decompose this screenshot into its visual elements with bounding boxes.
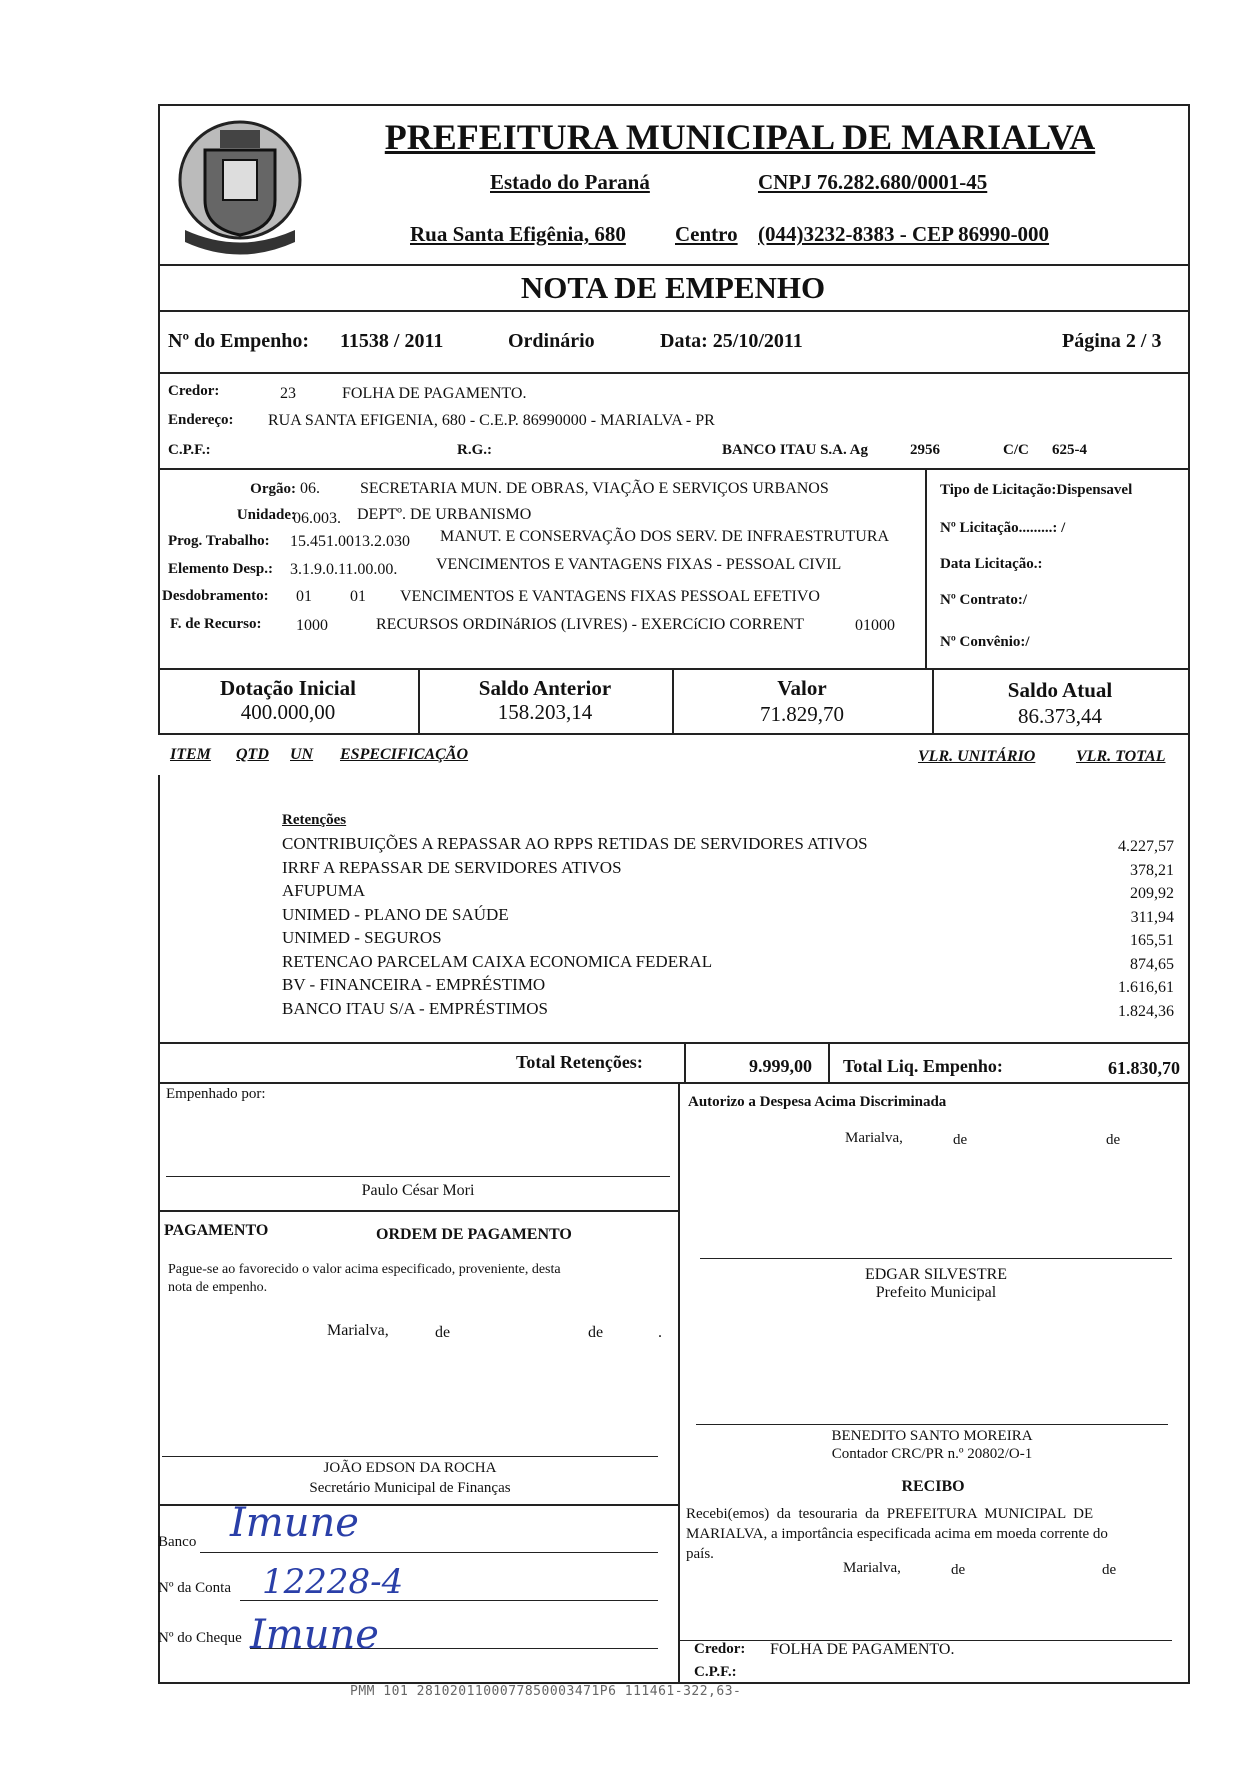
retencao-value: 1.824,36 bbox=[1118, 1002, 1174, 1020]
divider bbox=[158, 264, 1188, 266]
recibo-text-1: Recebi(emos) da tesouraria da PREFEITURA MUNICIPAL DE bbox=[686, 1506, 1094, 1522]
desdobramento-label: Desdobramento: bbox=[162, 588, 269, 604]
header-cnpj: CNPJ 76.282.680/0001-45 bbox=[758, 170, 988, 194]
cheque-handwritten: Imune bbox=[250, 1612, 379, 1658]
col-spec: ESPECIFICAÇÃO bbox=[340, 746, 469, 763]
coat-of-arms-logo bbox=[165, 110, 315, 260]
dotacao-value: 400.000,00 bbox=[240, 700, 336, 724]
header-title: PREFEITURA MUNICIPAL DE MARIALVA bbox=[384, 117, 1096, 157]
empenho-page: Página 2 / 3 bbox=[1062, 330, 1162, 352]
recurso-code: 1000 bbox=[296, 617, 328, 634]
retencao-value: 209,92 bbox=[1130, 885, 1174, 902]
elemento-label: Elemento Desp.: bbox=[168, 561, 273, 577]
list-item bbox=[282, 834, 1174, 858]
retencao-desc: BANCO ITAU S/A - EMPRÉSTIMOS bbox=[282, 998, 548, 1018]
contador-name: BENEDITO SANTO MOREIRA bbox=[831, 1428, 1033, 1444]
prefeito-name: EDGAR SILVESTRE bbox=[864, 1266, 1008, 1283]
rg-label: R.G.: bbox=[457, 442, 492, 458]
signature-line bbox=[696, 1424, 1168, 1425]
list-item bbox=[282, 999, 1174, 1023]
divider bbox=[678, 1082, 680, 1682]
list-item bbox=[282, 952, 1174, 976]
recibo-de-2: de bbox=[1102, 1562, 1117, 1578]
cheque-label: Nº do Cheque bbox=[158, 1630, 242, 1646]
retencao-desc: BV - FINANCEIRA - EMPRÉSTIMO bbox=[282, 975, 546, 994]
header-street: Rua Santa Efigênia, 680 bbox=[410, 222, 626, 246]
pague-text-2: nota de empenho. bbox=[168, 1280, 268, 1295]
retencao-desc: UNIMED - PLANO DE SAÚDE bbox=[282, 904, 509, 924]
col-item: ITEM bbox=[170, 746, 211, 763]
ordem-title: ORDEM DE PAGAMENTO bbox=[376, 1226, 572, 1243]
empenhado-name: Paulo César Mori bbox=[361, 1182, 475, 1199]
divider bbox=[158, 310, 1188, 312]
recurso-label: F. de Recurso: bbox=[170, 616, 262, 632]
retencao-value: 1.616,61 bbox=[1118, 979, 1174, 996]
elemento-name: VENCIMENTOS E VANTAGENS FIXAS - PESSOAL CIVIL bbox=[436, 556, 842, 573]
list-item bbox=[282, 881, 1174, 905]
divider bbox=[158, 1210, 678, 1212]
secretario-name: JOÃO EDSON DA ROCHA bbox=[323, 1460, 497, 1476]
col-un: UN bbox=[290, 746, 314, 763]
retencao-value: 165,51 bbox=[1130, 932, 1174, 949]
recurso-code-2: 01000 bbox=[855, 617, 895, 634]
retencao-value: 378,21 bbox=[1130, 861, 1174, 879]
prefeito-title: Prefeito Municipal bbox=[875, 1284, 997, 1301]
banco-line bbox=[200, 1552, 658, 1553]
retencao-desc: CONTRIBUIÇÕES A REPASSAR AO RPPS RETIDAS DE SERVIDORES ATIVOS bbox=[282, 834, 868, 853]
empenho-date: Data: 25/10/2011 bbox=[660, 330, 803, 352]
list-item bbox=[282, 975, 1174, 999]
banco-label: Banco bbox=[158, 1534, 197, 1550]
pagamento-city: Marialva, bbox=[327, 1322, 389, 1339]
autorizo-de-2: de bbox=[1106, 1132, 1121, 1148]
empenho-type: Ordinário bbox=[508, 330, 595, 352]
recurso-name: RECURSOS ORDINáRIOS (LIVRES) - EXERCíCIO CORRENT bbox=[376, 616, 805, 633]
divider bbox=[925, 468, 927, 668]
data-licitacao: Data Licitação.: bbox=[940, 556, 1043, 572]
signature-line bbox=[162, 1456, 658, 1457]
desdobramento-code-1: 01 bbox=[296, 588, 312, 605]
tipo-licitacao: Tipo de Licitação:Dispensavel bbox=[940, 482, 1133, 498]
autorizo-city: Marialva, bbox=[845, 1130, 903, 1146]
col-qtd: QTD bbox=[236, 746, 269, 763]
valor-label: Valor bbox=[777, 676, 827, 700]
numero-convenio: Nº Convênio:/ bbox=[940, 634, 1030, 650]
retencao-value: 874,65 bbox=[1130, 955, 1174, 973]
recibo-credor-value: FOLHA DE PAGAMENTO. bbox=[770, 1641, 955, 1658]
unidade-name: DEPTº. DE URBANISMO bbox=[357, 506, 532, 523]
signature-line bbox=[700, 1258, 1172, 1259]
credor-label: Credor: bbox=[168, 383, 220, 399]
pagamento-dot: . bbox=[658, 1324, 662, 1341]
retencao-desc: IRRF A REPASSAR DE SERVIDORES ATIVOS bbox=[282, 857, 622, 877]
divider bbox=[158, 1042, 1188, 1044]
divider bbox=[158, 733, 1188, 735]
header-district: Centro bbox=[675, 222, 738, 246]
empenhado-label: Empenhado por: bbox=[166, 1086, 266, 1102]
numero-contrato: Nº Contrato:/ bbox=[940, 592, 1028, 608]
orgao-name: SECRETARIA MUN. DE OBRAS, VIAÇÃO E SERVIÇOS URBANOS bbox=[360, 480, 829, 497]
divider bbox=[158, 468, 1188, 470]
footer-code: PMM 101 2810201100077850003471P6 111461-322,63- bbox=[350, 1684, 742, 1699]
pagamento-de-1: de bbox=[435, 1324, 451, 1341]
saldo-atual-label: Saldo Atual bbox=[1007, 678, 1113, 702]
empenho-number: 11538 / 2011 bbox=[340, 330, 444, 352]
contador-title: Contador CRC/PR n.º 20802/O-1 bbox=[831, 1446, 1033, 1462]
numero-licitacao: Nº Licitação.........: / bbox=[940, 520, 1066, 536]
pagamento-de-2: de bbox=[588, 1324, 604, 1341]
divider bbox=[158, 372, 1188, 374]
signature-line bbox=[166, 1176, 670, 1177]
retencao-value: 4.227,57 bbox=[1118, 838, 1174, 855]
retencoes-title: Retenções bbox=[282, 812, 347, 828]
conta-handwritten: 12228-4 bbox=[262, 1562, 404, 1602]
cpf-label: C.P.F.: bbox=[168, 442, 211, 458]
recibo-title: RECIBO bbox=[901, 1478, 965, 1495]
endereco-label: Endereço: bbox=[168, 412, 234, 428]
total-liq-value: 61.830,70 bbox=[1108, 1058, 1180, 1078]
recibo-cpf-label: C.P.F.: bbox=[694, 1664, 737, 1680]
orgao-label: Orgão: bbox=[250, 481, 296, 497]
saldo-anterior-label: Saldo Anterior bbox=[478, 676, 612, 700]
doc-title: NOTA DE EMPENHO bbox=[520, 270, 826, 305]
bank-name: BANCO ITAU S.A. Ag bbox=[722, 442, 868, 458]
retencao-desc: RETENCAO PARCELAM CAIXA ECONOMICA FEDERAL bbox=[282, 951, 713, 971]
total-retencoes-value: 9.999,00 bbox=[749, 1056, 812, 1076]
cc-label: C/C bbox=[1003, 442, 1029, 458]
elemento-code: 3.1.9.0.11.00.00. bbox=[290, 561, 398, 578]
retencao-desc: AFUPUMA bbox=[282, 881, 366, 900]
retencao-value: 311,94 bbox=[1130, 908, 1174, 926]
autorizo-text: Autorizo a Despesa Acima Discriminada bbox=[688, 1094, 947, 1110]
orgao-code: 06. bbox=[300, 480, 320, 497]
desdobramento-code-2: 01 bbox=[350, 588, 366, 605]
divider bbox=[158, 1082, 1188, 1084]
unidade-label: Unidade: bbox=[236, 507, 296, 523]
dotacao-label: Dotação Inicial bbox=[220, 676, 356, 700]
col-total-value: VLR. TOTAL bbox=[1076, 748, 1166, 765]
recibo-city: Marialva, bbox=[843, 1560, 901, 1576]
conta-label: Nº da Conta bbox=[158, 1580, 231, 1596]
valor-value: 71.829,70 bbox=[760, 702, 844, 726]
prog-name: MANUT. E CONSERVAÇÃO DOS SERV. DE INFRAESTRUTURA bbox=[440, 528, 890, 545]
prog-label: Prog. Trabalho: bbox=[168, 533, 270, 549]
header-state: Estado do Paraná bbox=[490, 170, 650, 194]
bank-agency: 2956 bbox=[910, 442, 940, 458]
prog-code: 15.451.0013.2.030 bbox=[290, 533, 410, 550]
cc-value: 625-4 bbox=[1052, 442, 1087, 458]
recibo-text-3: país. bbox=[686, 1546, 714, 1562]
saldo-atual-value: 86.373,44 bbox=[1018, 704, 1102, 728]
divider bbox=[684, 1042, 686, 1082]
pagamento-title: PAGAMENTO bbox=[164, 1222, 269, 1239]
list-item bbox=[282, 928, 1174, 952]
header-phone-cep: (044)3232-8383 - CEP 86990-000 bbox=[758, 222, 1050, 246]
items-header-mask bbox=[150, 735, 162, 775]
secretario-title: Secretário Municipal de Finanças bbox=[309, 1480, 511, 1496]
retencao-desc: UNIMED - SEGUROS bbox=[282, 928, 442, 947]
col-unit-value: VLR. UNITÁRIO bbox=[918, 748, 1036, 765]
endereco-value: RUA SANTA EFIGENIA, 680 - C.E.P. 86990000 - MARIALVA - PR bbox=[268, 412, 715, 429]
total-retencoes-label: Total Retenções: bbox=[516, 1052, 643, 1072]
credor-name: FOLHA DE PAGAMENTO. bbox=[342, 385, 527, 402]
list-item bbox=[282, 905, 1174, 929]
recibo-credor-label: Credor: bbox=[694, 1641, 746, 1657]
banco-handwritten: Imune bbox=[230, 1500, 359, 1546]
pague-text-1: Pague-se ao favorecido o valor acima especificado, proveniente, desta bbox=[168, 1262, 561, 1277]
list-item bbox=[282, 858, 1174, 882]
total-liq-label: Total Liq. Empenho: bbox=[843, 1056, 1003, 1076]
unidade-code: 06.003. bbox=[293, 510, 341, 527]
saldo-anterior-value: 158.203,14 bbox=[497, 700, 593, 724]
retencoes-list bbox=[282, 834, 1174, 1022]
autorizo-de-1: de bbox=[953, 1132, 968, 1148]
recibo-de-1: de bbox=[951, 1562, 966, 1578]
recibo-text-2: MARIALVA, a importância especificada acima em moeda corrente do bbox=[686, 1526, 1108, 1542]
empenho-label: Nº do Empenho: bbox=[168, 330, 310, 352]
desdobramento-name: VENCIMENTOS E VANTAGENS FIXAS PESSOAL EFETIVO bbox=[400, 588, 820, 605]
credor-code: 23 bbox=[280, 385, 296, 402]
divider bbox=[828, 1042, 830, 1082]
